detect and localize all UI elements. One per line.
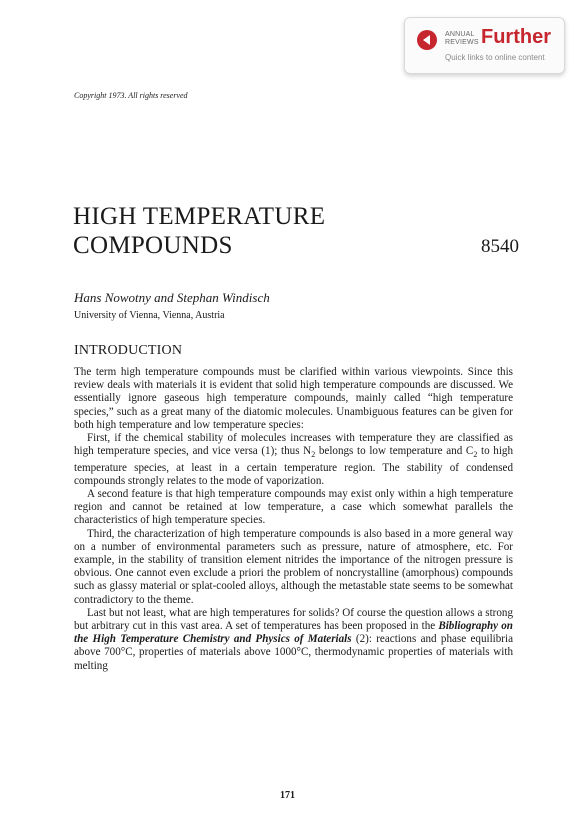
- paragraph-5-part-b: (2): reactions and phase equilibria above 700°C, properties of materials above 1000°C, thermodynamic properties of materials with melting: [74, 633, 514, 672]
- paragraph-1: The term high temperature compounds must be clarified within various viewpoints. Since this review deals with materials it is evident that solid high temperature compounds are discussed. We essentially ignore gaseous high temperature compounds, mainly called “high temperature species,” such as a great many of the diatomic molecules. Unambiguous features can be given for both high temperature and low temperature species:: [74, 366, 513, 431]
- subscript-2b: 2: [473, 450, 478, 460]
- badge-further-label: Further: [481, 26, 551, 48]
- paragraph-5: [74, 607, 513, 673]
- badge-annual-label: ANNUAL: [445, 31, 475, 38]
- paragraph-5-part-a: Last but not least, what are high temperatures for solids? Of course the question allows a strong but arbitrary cut in this vast area. A set of temperatures has been proposed in the: [74, 606, 513, 633]
- paragraph-3: A second feature is that high temperature compounds may exist only within a high temperature region and cannot be retained at low temperature, a case which somewhat parallels the characteristics of high temperature species.: [74, 488, 513, 527]
- paragraph-2: [74, 432, 513, 488]
- paragraph-4: Third, the characterization of high temperature compounds is also based in a more general way on a number of environmental parameters such as pressure, nature of atmosphere, etc. For example, in the stability of transition element nitrides the importance of the nitrogen pressure is obvious. One cannot even exclude a priori the problem of noncrystalline (amorphous) compounds such as glassy material or splat-cooled alloys, although the metastable state seems to be somewhat contradictory to the theme.: [74, 527, 513, 606]
- authors: Hans Nowotny and Stephan Windisch: [74, 290, 270, 305]
- badge-reviews-label: REVIEWS: [445, 39, 479, 46]
- article-code: 8540: [481, 236, 519, 257]
- section-heading: INTRODUCTION: [74, 343, 183, 358]
- annual-reviews-further-badge[interactable]: [404, 17, 565, 74]
- affiliation: University of Vienna, Vienna, Austria: [74, 310, 225, 321]
- article-title-line-1: HIGH TEMPERATURE: [73, 203, 326, 230]
- paragraph-2-part-b: belongs to low temperature and C: [315, 445, 474, 458]
- page-number: 171: [280, 790, 295, 801]
- badge-subtitle: Quick links to online content: [445, 53, 545, 62]
- article-title-line-2: COMPOUNDS: [73, 232, 233, 259]
- bibliography-reference: Bibliography on the High Temperature Chemistry and Physics of Materials: [74, 620, 513, 646]
- body-text: [74, 366, 513, 673]
- paragraph-2-part-a: First, if the chemical stability of molecules increases with temperature they are classified as high temperature species, and vice versa (1); thus N: [74, 432, 513, 458]
- paragraph-2-part-c: to high temperature species, at least in a certain temperature region. The stability of condensed compounds strongly relates to the mode of vaporization.: [74, 445, 513, 487]
- article-title: [73, 202, 325, 260]
- play-back-icon: [417, 30, 437, 50]
- subscript-2: 2: [311, 450, 316, 460]
- copyright-notice: Copyright 1973. All rights reserved: [74, 91, 188, 100]
